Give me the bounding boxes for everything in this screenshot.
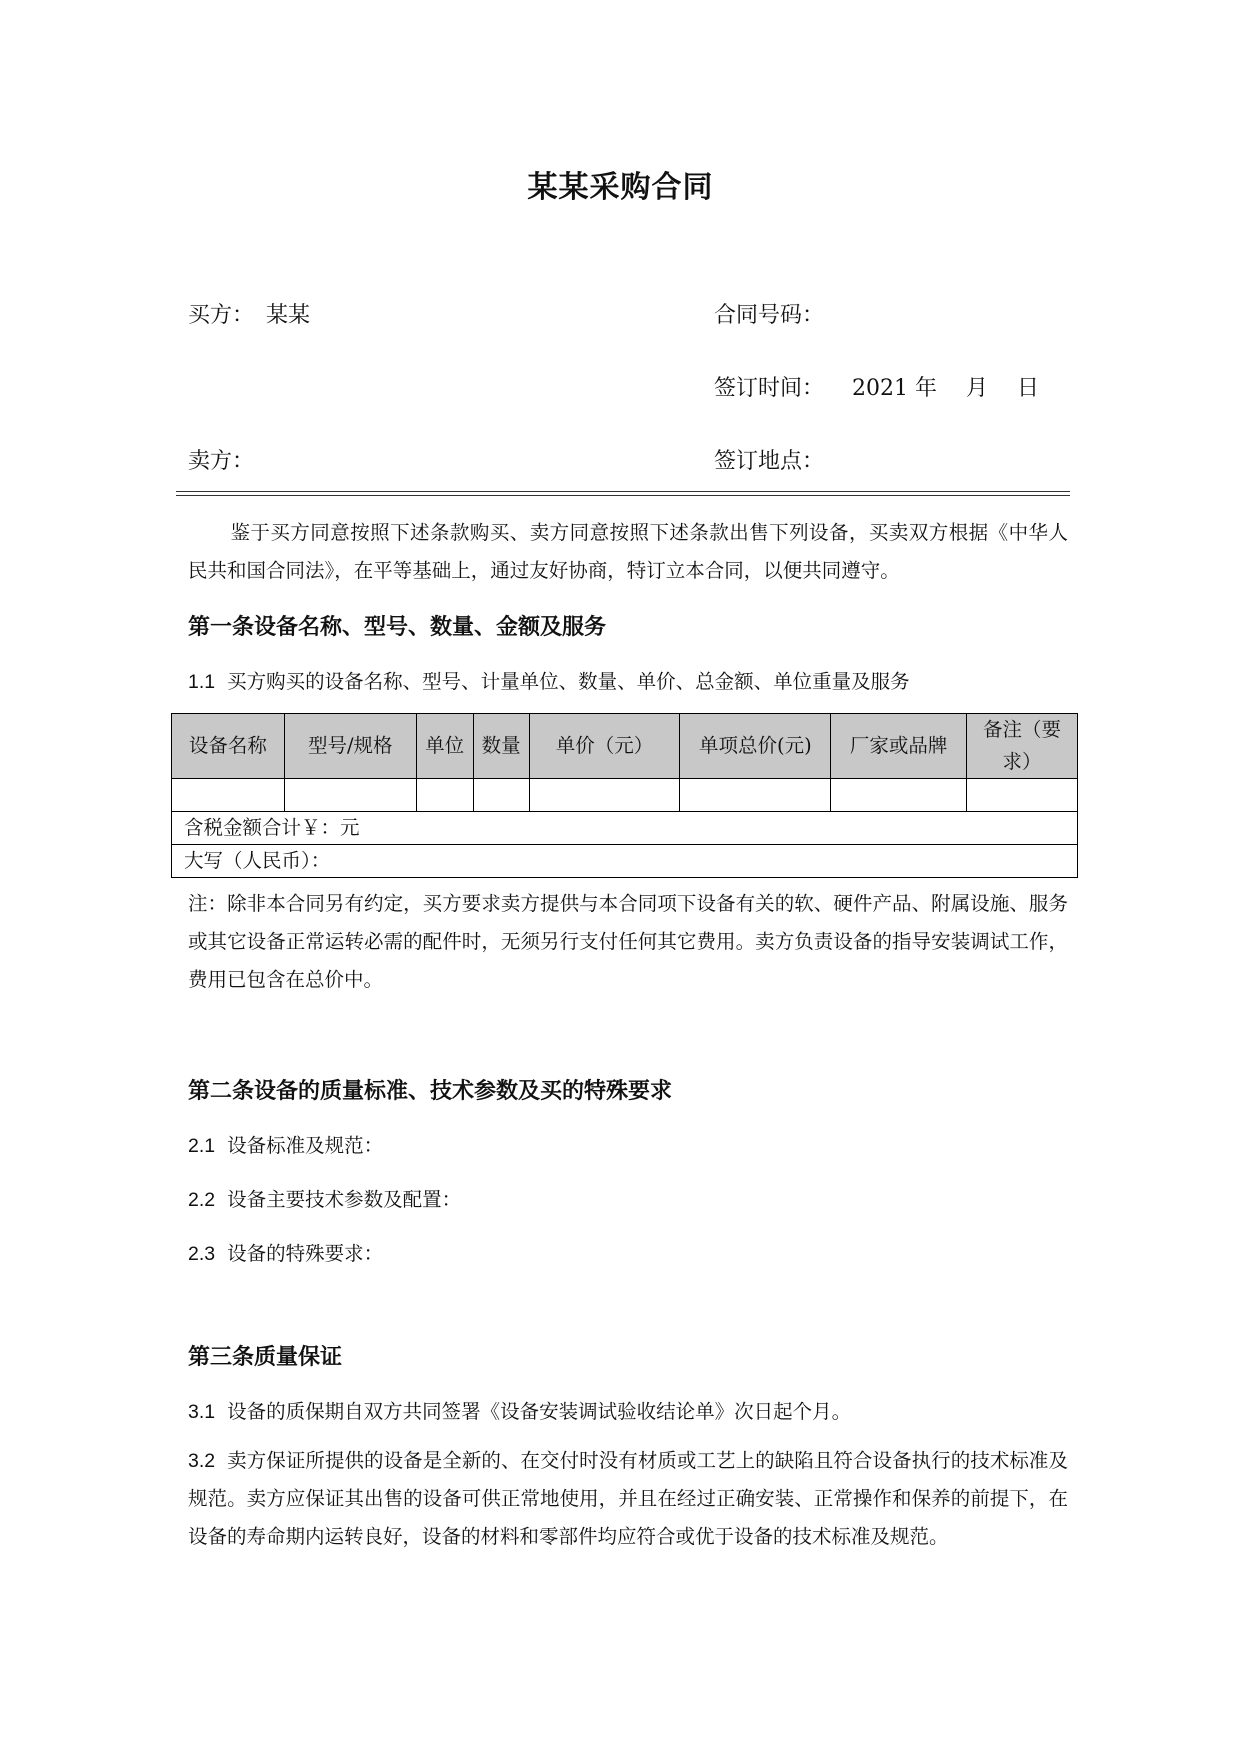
- item-2-3: [188, 1238, 383, 1266]
- buyer-label: 买方：: [188, 303, 255, 328]
- column-header: 设备名称: [172, 714, 285, 779]
- item-text: 设备的特殊要求：: [227, 1242, 384, 1265]
- item-number: 2.2: [188, 1189, 216, 1211]
- column-header: 单价（元）: [529, 714, 680, 779]
- column-header: 型号/规格: [284, 714, 416, 779]
- column-header: 备注（要求）: [967, 714, 1078, 779]
- item-number: 3.1: [188, 1401, 216, 1423]
- header-divider-top: [176, 491, 1070, 492]
- sign-date-value: 2021 年 月 日: [852, 376, 1039, 401]
- equipment-table: [171, 713, 1078, 878]
- column-header: 数量: [473, 714, 529, 779]
- table-cell: [172, 779, 285, 812]
- preamble-paragraph: [188, 514, 1068, 590]
- item-text: 设备的质保期自双方共同签署《设备安装调试验收结论单》次日起个月。: [227, 1400, 852, 1423]
- document-title: 某某采购合同: [527, 170, 714, 205]
- table-cell: [416, 779, 473, 812]
- article-3-heading: 第三条质量保证: [188, 1345, 343, 1370]
- article-1-note: 注：除非本合同另有约定，买方要求卖方提供与本合同项下设备有关的软、硬件产品、附属设施、服务或其它设备正常运转必需的配件时，无须另行支付任何其它费用。卖方负责设备的指导安装调试工作，费用已包含在总价中。: [188, 892, 1068, 991]
- article-2-heading: 第二条设备的质量标准、技术参数及买的特殊要求: [188, 1079, 673, 1104]
- preamble-text: 鉴于买方同意按照下述条款购买、卖方同意按照下述条款出售下列设备，买卖双方根据《中华人民共和国合同法》，在平等基础上，通过友好协商，特订立本合同，以便共同遵守。: [188, 521, 1068, 582]
- seller-label: 卖方：: [188, 449, 255, 474]
- item-number: 3.2: [188, 1450, 216, 1472]
- tax-total-row: [172, 812, 1078, 845]
- item-number: 2.3: [188, 1243, 216, 1265]
- capital-amount-row: [172, 845, 1078, 878]
- column-header: 单项总价(元): [680, 714, 831, 779]
- table-cell: [529, 779, 680, 812]
- item-number: 1.1: [188, 671, 216, 693]
- item-3-1: [188, 1396, 851, 1424]
- table-cell: [831, 779, 967, 812]
- item-3-2: [188, 1442, 1068, 1556]
- item-2-1: [188, 1130, 383, 1158]
- item-text: 设备主要技术参数及配置：: [227, 1188, 462, 1211]
- table-cell: [967, 779, 1078, 812]
- buyer-value: 某某: [266, 303, 311, 328]
- table-cell: [473, 779, 529, 812]
- item-number: 2.1: [188, 1135, 216, 1157]
- table-row: [172, 779, 1078, 812]
- sign-date-label: 签订时间：: [714, 376, 825, 401]
- capital-amount-cell: 大写（人民币）：: [172, 845, 1078, 878]
- tax-total-cell: 含税金额合计￥：元: [172, 812, 1078, 845]
- item-2-2: [188, 1184, 461, 1212]
- table-cell: [680, 779, 831, 812]
- table-header-row: [172, 714, 1078, 779]
- header-divider-bottom: [176, 495, 1070, 496]
- table-cell: [284, 779, 416, 812]
- sign-date-field: [714, 371, 1039, 402]
- item-text: 卖方保证所提供的设备是全新的、在交付时没有材质或工艺上的缺陷且符合设备执行的技术标准及规范。卖方应保证其出售的设备可供正常地使用，并且在经过正确安装、正常操作和保养的前提下，在设备的寿命期内运转良好，设备的材料和零部件均应符合或优于设备的技术标准及规范。: [188, 1449, 1068, 1548]
- article-1-heading: 第一条设备名称、型号、数量、金额及服务: [188, 615, 607, 640]
- item-text: 买方购买的设备名称、型号、计量单位、数量、单价、总金额、单位重量及服务: [227, 670, 910, 693]
- item-text: 设备标准及规范：: [227, 1134, 384, 1157]
- item-1-1: [188, 666, 910, 694]
- column-header: 单位: [416, 714, 473, 779]
- contract-number-label: 合同号码：: [714, 303, 825, 328]
- column-header: 厂家或品牌: [831, 714, 967, 779]
- sign-place-label: 签订地点：: [714, 449, 825, 474]
- buyer-field: [188, 298, 310, 329]
